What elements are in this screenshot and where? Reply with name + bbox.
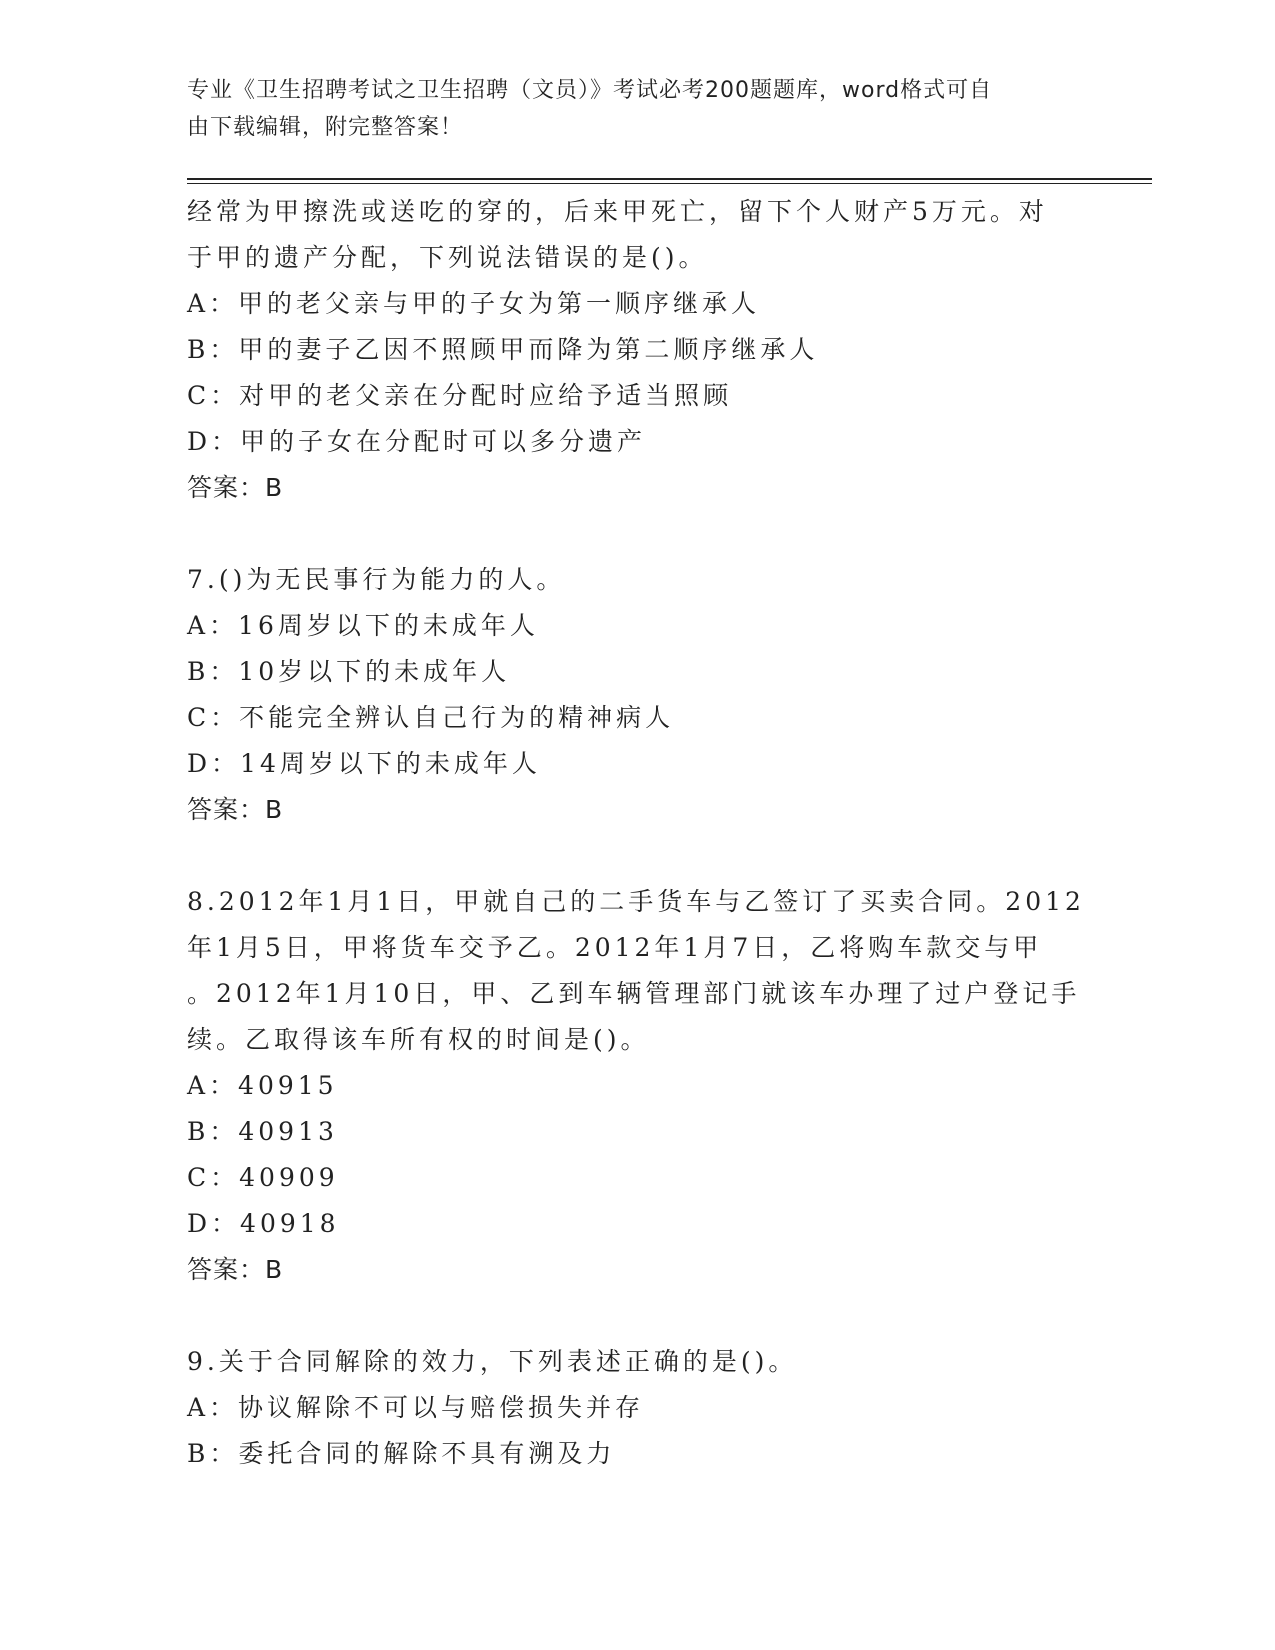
option-d: D：14周岁以下的未成年人	[187, 749, 541, 778]
option-a: A：协议解除不可以与赔偿损失并存	[187, 1393, 645, 1422]
question-8	[187, 879, 1087, 1293]
question-7	[187, 557, 1087, 833]
option-a: A：甲的老父亲与甲的子女为第一顺序继承人	[187, 289, 761, 318]
answer-line: 答案：B	[187, 1255, 284, 1284]
option-b: B：40913	[187, 1117, 338, 1146]
option-a: A：40915	[187, 1071, 338, 1100]
option-b: B：10岁以下的未成年人	[187, 657, 511, 686]
question-stem-line: 年1月5日，甲将货车交予乙。2012年1月7日，乙将购车款交与甲	[187, 933, 1043, 962]
question-spacer	[187, 1293, 1087, 1339]
question-list	[187, 189, 1087, 1477]
header-divider-thick	[187, 178, 1152, 180]
answer-line: 答案：B	[187, 795, 284, 824]
question-stem-line: 8.2012年1月1日，甲就自己的二手货车与乙签订了买卖合同。2012	[187, 887, 1085, 916]
header-divider-thin	[187, 183, 1152, 184]
option-c: C：不能完全辨认自己行为的精神病人	[187, 703, 675, 732]
question-spacer	[187, 511, 1087, 557]
option-a: A：16周岁以下的未成年人	[187, 611, 539, 640]
question-stem: 7.()为无民事行为能力的人。	[187, 565, 566, 594]
option-c: C：40909	[187, 1163, 339, 1192]
document-header	[187, 72, 1067, 146]
question-stem-line: 。2012年1月10日，甲、乙到车辆管理部门就该车办理了过户登记手	[187, 979, 1081, 1008]
option-c: C：对甲的老父亲在分配时应给予适当照顾	[187, 381, 733, 410]
question-6	[187, 189, 1087, 511]
header-title-line-2: 由下载编辑，附完整答案！	[187, 115, 464, 140]
option-d: D：甲的子女在分配时可以多分遗产	[187, 427, 647, 456]
question-stem-line: 续。乙取得该车所有权的时间是()。	[187, 1025, 650, 1054]
option-b: B：甲的妻子乙因不照顾甲而降为第二顺序继承人	[187, 335, 819, 364]
question-stem: 9.关于合同解除的效力，下列表述正确的是()。	[187, 1347, 798, 1376]
question-9	[187, 1339, 1087, 1477]
option-d: D：40918	[187, 1209, 340, 1238]
question-spacer	[187, 833, 1087, 879]
option-b: B：委托合同的解除不具有溯及力	[187, 1439, 616, 1468]
answer-line: 答案：B	[187, 473, 284, 502]
question-stem-line: 经常为甲擦洗或送吃的穿的，后来甲死亡，留下个人财产5万元。对	[187, 197, 1048, 226]
header-title-line-1: 专业《卫生招聘考试之卫生招聘（文员）》考试必考200题题库，word格式可自	[187, 78, 993, 103]
question-stem-line: 于甲的遗产分配，下列说法错误的是()。	[187, 243, 708, 272]
